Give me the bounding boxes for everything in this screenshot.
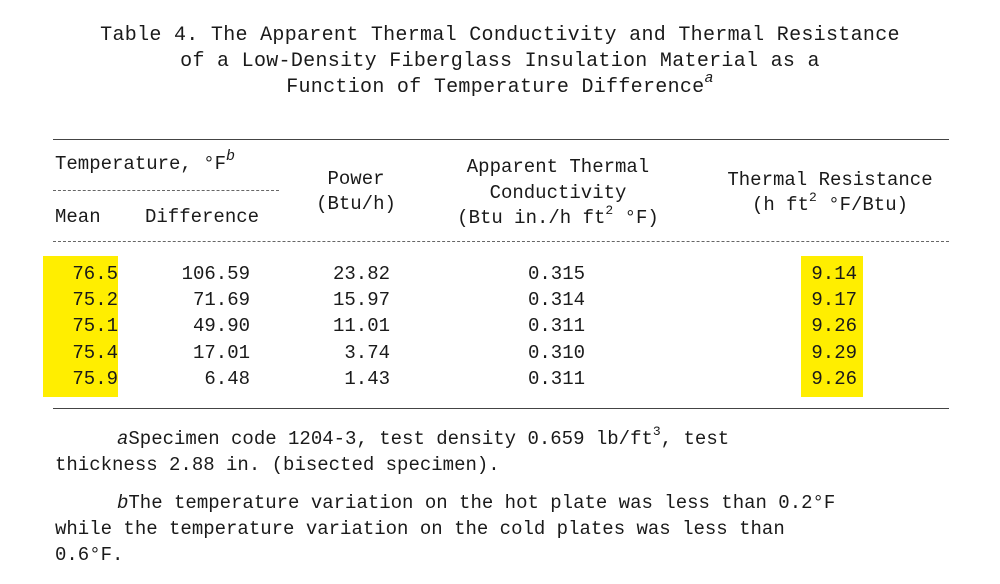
power-cell: 23.82 [332,263,390,285]
table-title-line-3 [0,70,1000,99]
mean-cell: 75.2 [72,289,118,311]
temperature-header-text: Temperature, °F [55,153,227,175]
conductivity-cell: 0.310 [527,342,585,364]
temperature-header [55,147,236,175]
resistance-unit-a: (h ft [751,194,809,216]
footnote-b-line-1 [117,492,835,514]
table-top-rule [53,139,949,140]
conductivity-cell: 0.311 [527,368,585,390]
footnote-a-line-1 [117,423,730,450]
power-cell: 3.74 [344,342,390,364]
resistance-header-line-2 [710,189,950,216]
conductivity-cell: 0.315 [527,263,585,285]
difference-cell: 71.69 [192,289,250,311]
mean-cell: 75.4 [72,342,118,364]
power-cell: 15.97 [332,289,390,311]
footnote-a-line-2: thickness 2.88 in. (bisected specimen). [55,454,500,476]
difference-cell: 106.59 [181,263,250,285]
footnote-a-text-1: Specimen code 1204-3, test density 0.659 lb/ft [128,428,653,450]
difference-cell: 17.01 [192,342,250,364]
footnote-a-text-2: , test [660,428,730,450]
conductivity-unit-b: °F) [613,207,659,229]
footnote-b-mark: b [117,492,129,514]
conductivity-unit-a: (Btu in./h ft [457,207,606,229]
resistance-cell: 9.29 [811,342,857,364]
footnote-b-line-2: while the temperature variation on the cold plates was less than [55,518,785,540]
table-title-line-2: of a Low-Density Fiberglass Insulation Material as a [180,50,820,73]
difference-cell: 49.90 [192,315,250,337]
footnote-a-sup: 3 [652,423,661,439]
resistance-cell: 9.26 [811,315,857,337]
conductivity-cell: 0.314 [527,289,585,311]
power-header-line-1: Power [327,168,385,190]
mean-header: Mean [55,206,101,228]
temperature-header-rule [53,190,279,191]
table-bottom-rule [53,408,949,409]
conductivity-header-line-3 [428,202,688,229]
footnote-b-text-1: The temperature variation on the hot plate was less than 0.2°F [128,492,836,514]
resistance-header-line-1: Thermal Resistance [727,169,933,191]
temperature-footnote-mark: b [226,147,236,165]
footnote-a-mark: a [117,428,129,450]
header-bottom-rule [53,241,949,242]
resistance-cell: 9.14 [811,263,857,285]
footnote-b-line-3: 0.6°F. [55,544,124,566]
power-header-line-2: (Btu/h) [316,193,396,215]
conductivity-unit-sup: 2 [605,202,614,218]
resistance-cell: 9.26 [811,368,857,390]
conductivity-header-line-2: Conductivity [489,182,627,204]
resistance-unit-sup: 2 [808,189,817,205]
mean-cell: 75.9 [72,368,118,390]
difference-cell: 6.48 [204,368,250,390]
title-footnote-mark: a [704,70,714,88]
conductivity-header-line-1: Apparent Thermal [466,156,650,178]
resistance-cell: 9.17 [811,289,857,311]
mean-cell: 75.1 [72,315,118,337]
difference-header: Difference [145,206,260,228]
table-title-line-3-text: Function of Temperature Difference [286,76,705,99]
mean-cell: 76.5 [72,263,118,285]
table-title-line-1: Table 4. The Apparent Thermal Conductivity and Thermal Resistance [100,24,900,47]
resistance-unit-b: °F/Btu) [816,194,909,216]
power-cell: 11.01 [332,315,390,337]
power-cell: 1.43 [344,368,390,390]
conductivity-cell: 0.311 [527,315,585,337]
